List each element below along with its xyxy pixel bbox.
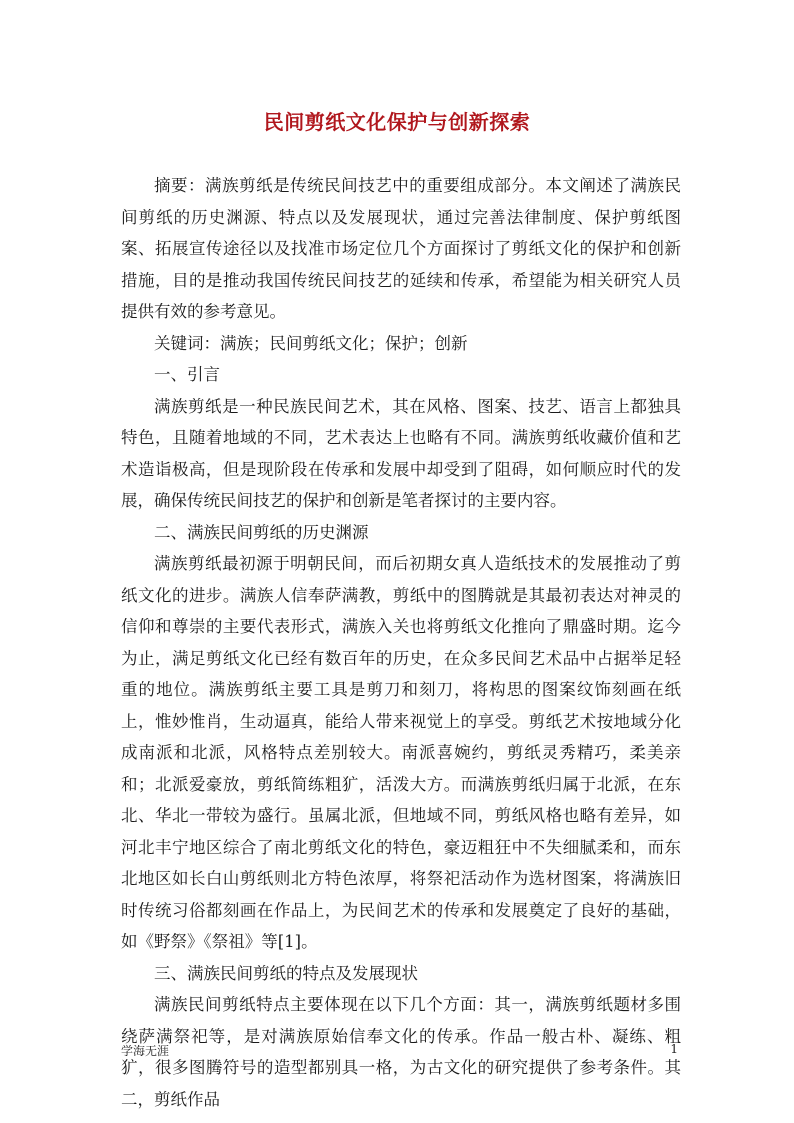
page-title: 民间剪纸文化保护与创新探索: [263, 110, 531, 134]
section-heading-features: 三、满族民间剪纸的特点及发展现状: [154, 963, 418, 983]
body-paragraph: 满族剪纸是一种民族民间艺术，其在风格、图案、技艺、语言上都独具特色，且随着地域的不同，艺术表达上也略有不同。满族剪纸收藏价值和艺术造诣极高，但是现阶段在传承和发展中却受到了阻碍，如何顺应时代的发展，确保传统民间技艺的保护和创新是笔者探讨的主要内容。: [121, 396, 681, 510]
section-heading-history: 二、满族民间剪纸的历史渊源: [154, 522, 369, 542]
keywords-paragraph: 关键词：满族；民间剪纸文化；保护；创新: [154, 333, 468, 353]
document-body: [121, 170, 681, 1115]
abstract-paragraph: 摘要：满族剪纸是传统民间技艺中的重要组成部分。本文阐述了满族民间剪纸的历史渊源、特点以及发展现状，通过完善法律制度、保护剪纸图案、拓展宣传途径以及找准市场定位几个方面探讨了剪纸文化的保护和创新措施，目的是推动我国传统民间技艺的延续和传承，希望能为相关研究人员提供有效的参考意见。: [121, 176, 681, 321]
body-paragraph: 满族民间剪纸特点主要体现在以下几个方面：其一，满族剪纸题材多围绕萨满祭祀等，是对满族原始信奉文化的传承。作品一般古朴、凝练、粗犷，很多图腾符号的造型都别具一格，为古文化的研究提供了参考条件。其二，剪纸作品: [121, 995, 681, 1109]
body-paragraph: 满族剪纸最初源于明朝民间，而后初期女真人造纸技术的发展推动了剪纸文化的进步。满族人信奉萨满教，剪纸中的图腾就是其最初表达对神灵的信仰和尊崇的主要代表形式，满族入关也将剪纸文化推向了鼎盛时期。迄今为止，满足剪纸文化已经有数百年的历史，在众多民间艺术品中占据举足轻重的地位。满族剪纸主要工具是剪刀和刻刀，将构思的图案纹饰刻画在纸上，惟妙惟肖，生动逼真，能给人带来视觉上的享受。剪纸艺术按地域分化成南派和北派，风格特点差别较大。南派喜婉约，剪纸灵秀精巧，柔美亲和；北派爱豪放，剪纸简练粗犷，活泼大方。而满族剪纸归属于北派，在东北、华北一带较为盛行。虽属北派，但地域不同，剪纸风格也略有差异，如河北丰宁地区综合了南北剪纸文化的特色，豪迈粗狂中不失细腻柔和，而东北地区如长白山剪纸则北方特色浓厚，将祭祀活动作为选材图案，将满族旧时传统习俗都刻画在作品上，为民间艺术的传承和发展奠定了良好的基础，如《野祭》《祭祖》等[1]。: [121, 554, 681, 951]
section-heading-introduction: 一、引言: [154, 365, 220, 384]
page-number: 1: [670, 1042, 678, 1056]
footer-text: 学海无涯: [121, 1044, 170, 1058]
